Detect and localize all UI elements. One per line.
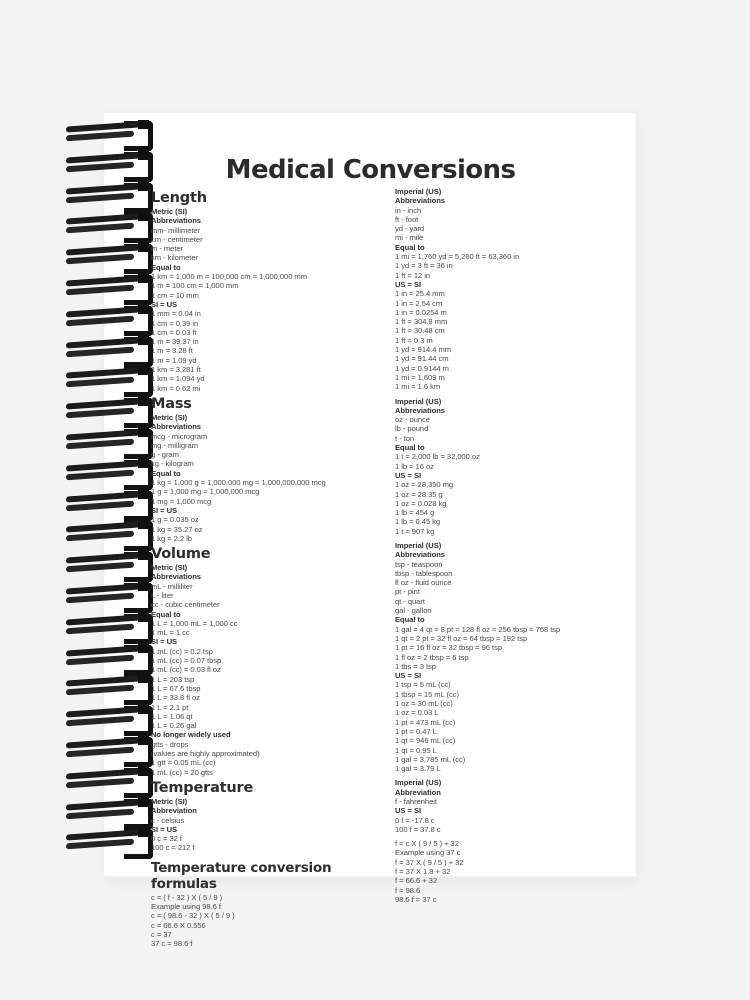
block-label: Abbreviation bbox=[395, 787, 441, 797]
conversion-line: 1 mm = 0.04 in bbox=[151, 309, 201, 319]
conversion-line: 1 mL (cc) = 0.07 tbsp bbox=[151, 656, 222, 666]
conversion-line: 1 mL (cc) = 0.03 fl oz bbox=[151, 665, 221, 675]
conversion-line: 1 g = 0.035 oz bbox=[151, 515, 199, 525]
section-heading: Mass bbox=[151, 395, 192, 412]
conversion-line: 1 m = 1.09 yd bbox=[151, 355, 197, 365]
conversion-line: 1 g = 1,000 mg = 1,000,000 mcg bbox=[151, 487, 260, 497]
conversion-line: cm - centimeter bbox=[151, 234, 203, 244]
conversion-line: 1 pt = 16 fl oz = 32 tbsp = 96 tsp bbox=[395, 643, 503, 653]
conversion-line: in - inch bbox=[395, 205, 422, 215]
conversion-line: pt - pint bbox=[395, 587, 420, 597]
conversion-line: km - kilometer bbox=[151, 253, 198, 263]
conversion-line: c - celsius bbox=[151, 815, 185, 825]
block-label: SI = US bbox=[151, 637, 178, 647]
conversion-line: 1 ft = 30.48 cm bbox=[395, 326, 445, 336]
conversion-line: tsp - teaspoon bbox=[395, 559, 443, 569]
conversion-line: 1 oz = 28,350 mg bbox=[395, 480, 454, 490]
conversion-line: fl oz - fluid ounce bbox=[395, 578, 452, 588]
block-label: Imperial (US) bbox=[395, 778, 442, 788]
block-label: SI = US bbox=[151, 824, 178, 834]
conversion-line: 1 m = 3.28 ft bbox=[151, 346, 193, 356]
conversion-line: f = c X ( 9 / 5 ) + 32 bbox=[395, 839, 459, 849]
block-label: Imperial (US) bbox=[395, 396, 442, 406]
conversion-line: 1 in = 0.0254 m bbox=[395, 307, 447, 317]
conversion-line: 1 in = 2.54 cm bbox=[395, 298, 443, 308]
conversion-line: 1 yd = 91.44 cm bbox=[395, 354, 449, 364]
conversion-line: 1 tbsp = 15 mL (cc) bbox=[395, 689, 459, 699]
block-label: US = SI bbox=[395, 671, 422, 681]
conversion-line: (values are highly approximated) bbox=[151, 749, 260, 759]
left-column bbox=[151, 187, 391, 948]
conversion-line: L - liter bbox=[151, 590, 174, 600]
conversion-line: mi - mile bbox=[395, 233, 424, 243]
conversion-line: 100 f = 37.8 c bbox=[395, 824, 441, 834]
conversion-line: 1 lb = 16 oz bbox=[395, 461, 434, 471]
conversion-line: c = 66.6 X 0.556 bbox=[151, 920, 206, 930]
block-label: US = SI bbox=[395, 806, 422, 816]
conversion-line: 98.6 f = 37 c bbox=[395, 894, 437, 904]
block-label: Metric (SI) bbox=[151, 563, 188, 573]
conversion-line: 1 mL (cc) = 0.2 tsp bbox=[151, 646, 213, 656]
block-label: Abbreviations bbox=[395, 550, 445, 560]
conversion-line: 1 L = 2.1 pt bbox=[151, 702, 189, 712]
conversion-line: gal - gallon bbox=[395, 606, 432, 616]
block-label: Metric (SI) bbox=[151, 796, 188, 806]
conversion-line: 1 fl oz = 2 tbsp = 6 tsp bbox=[395, 652, 469, 662]
block-label: Abbreviations bbox=[151, 572, 201, 582]
conversion-line: 1 yd = 0.9144 m bbox=[395, 363, 449, 373]
conversion-line: 1 oz = 0.028 kg bbox=[395, 498, 447, 508]
conversion-line: 1 qt = 2 pt = 32 fl oz = 64 tbsp = 192 tsp bbox=[395, 633, 528, 643]
conversion-line: 1 yd = 914.4 mm bbox=[395, 345, 452, 355]
conversion-line: 1 gal = 3,785 mL (cc) bbox=[395, 754, 466, 764]
conversion-line: oz - ounce bbox=[395, 415, 430, 425]
conversion-line: 1 mi = 1,760 yd = 5,280 ft = 63,360 in bbox=[395, 252, 520, 262]
conversion-line: 1 pt = 473 mL (cc) bbox=[395, 717, 456, 727]
conversion-line: 1 cm = 0.03 ft bbox=[151, 327, 197, 337]
conversion-line: f = 66.6 + 32 bbox=[395, 876, 437, 886]
conversion-line: 1 ft = 0.3 m bbox=[395, 335, 433, 345]
conversion-line: 1 ft = 12 in bbox=[395, 270, 431, 280]
conversion-line: mm- millimeter bbox=[151, 225, 201, 235]
conversion-line: 1 L = 203 tsp bbox=[151, 674, 195, 684]
section-heading: Temperature conversion formulas bbox=[151, 859, 332, 892]
conversion-line: 1 gal = 4 qt = 8 pt = 128 fl oz = 256 tbsp = 768 tsp bbox=[395, 624, 561, 634]
block-label: US = SI bbox=[395, 279, 422, 289]
conversion-line: 1 oz = 28.35 g bbox=[395, 489, 443, 499]
block-label: Metric (SI) bbox=[151, 207, 188, 216]
block-label: Abbreviation bbox=[151, 806, 197, 816]
conversion-line: gtts - drops bbox=[151, 739, 189, 749]
block-label: SI = US bbox=[151, 299, 178, 309]
conversion-line: lb - pound bbox=[395, 424, 429, 434]
conversion-line: 1 mi = 1,609 m bbox=[395, 372, 445, 382]
block-label: US = SI bbox=[395, 470, 422, 480]
block-label: Imperial (US) bbox=[395, 540, 442, 550]
block-label: Imperial (US) bbox=[395, 187, 442, 196]
conversion-line: 1 L = 1.06 qt bbox=[151, 711, 193, 721]
conversion-line: 1 cm = 10 mm bbox=[151, 290, 199, 300]
conversion-line: 1 ft = 304.8 mm bbox=[395, 317, 448, 327]
block-label: No longer widely used bbox=[151, 730, 231, 740]
conversion-line: 1 L = 0.26 gal bbox=[151, 721, 197, 731]
conversion-line: 1 pt = 0.47 L bbox=[395, 726, 437, 736]
conversion-line: 1 km = 3,281 ft bbox=[151, 365, 201, 375]
block-label: Equal to bbox=[151, 468, 181, 478]
conversion-line: 1 L = 1,000 mL = 1,000 cc bbox=[151, 618, 238, 628]
conversion-line: 1 yd = 3 ft = 36 in bbox=[395, 261, 453, 271]
conversion-line: mcg - microgram bbox=[151, 431, 208, 441]
block-label: Equal to bbox=[151, 262, 181, 272]
conversion-line: 1 L = 67.6 tbsp bbox=[151, 683, 201, 693]
conversion-line: 1 kg = 2.2 lb bbox=[151, 533, 192, 543]
conversion-line: 1 oz = 0.03 L bbox=[395, 708, 439, 718]
block-label: Equal to bbox=[395, 443, 425, 453]
conversion-line: kg - kilogram bbox=[151, 459, 194, 469]
conversion-line: c = ( 98.6 - 32 ) X ( 5 / 9 ) bbox=[151, 911, 235, 921]
conversion-line: 1 L = 33.8 fl oz bbox=[151, 693, 200, 703]
conversion-line: 1 km = 1,094 yd bbox=[151, 374, 205, 384]
conversion-line: t - ton bbox=[395, 433, 415, 443]
conversion-line: 1 m = 39.37 in bbox=[151, 337, 199, 347]
conversion-line: f = 98.6 bbox=[395, 885, 421, 895]
conversion-line: 1 lb = 0.45 kg bbox=[395, 517, 441, 527]
conversion-line: yd - yard bbox=[395, 224, 425, 234]
conversion-line: 1 qt = 946 mL (cc) bbox=[395, 736, 456, 746]
conversion-line: f = 37 X 1.8 + 32 bbox=[395, 867, 451, 877]
block-label: Abbreviations bbox=[395, 196, 445, 206]
conversion-line: 1 in = 25.4 mm bbox=[395, 289, 445, 299]
conversion-line: 1 tbs = 3 tsp bbox=[395, 661, 436, 671]
conversion-line: 1 gal = 3.79 L bbox=[395, 764, 441, 774]
page-title: Medical Conversions bbox=[225, 155, 516, 185]
block-label: Abbreviations bbox=[395, 405, 445, 415]
block-label: Abbreviations bbox=[151, 422, 201, 432]
conversion-line: 1 kg = 35.27 oz bbox=[151, 524, 203, 534]
conversion-line: Example using 98.6 f bbox=[151, 902, 221, 911]
conversion-line: m - meter bbox=[151, 244, 184, 254]
conversion-line: f - fahrenheit bbox=[395, 797, 437, 806]
conversion-line: qt - quart bbox=[395, 596, 425, 606]
conversion-line: 1 mL (cc) = 20 gtts bbox=[151, 767, 213, 777]
section-heading: Length bbox=[151, 190, 207, 206]
conversion-line: 1 mL = 1 cc bbox=[151, 628, 190, 638]
conversion-line: 1 t = 2,000 lb = 32,000 oz bbox=[395, 452, 480, 462]
block-label: Equal to bbox=[395, 615, 425, 625]
conversion-line: 1 oz = 30 mL (cc) bbox=[395, 699, 453, 709]
conversion-line: c = 37 bbox=[151, 929, 172, 939]
conversion-line: ft - foot bbox=[395, 214, 419, 224]
block-label: Equal to bbox=[151, 609, 181, 619]
conversion-line: 1 gtt = 0.05 mL (cc) bbox=[151, 758, 216, 768]
conversion-line: Example using 37 c bbox=[395, 848, 461, 858]
conversion-line: g - gram bbox=[151, 450, 179, 460]
conversion-line: 100 c = 212 f bbox=[151, 843, 195, 853]
block-label: Abbreviations bbox=[151, 216, 201, 226]
conversion-line: 1 kg = 1,000 g = 1,000,000 mg = 1,000,000,000 mcg bbox=[151, 478, 326, 488]
conversion-line: 1 cm = 0.39 in bbox=[151, 318, 199, 328]
block-label: SI = US bbox=[151, 505, 178, 515]
conversion-line: 0 c = 32 f bbox=[151, 834, 182, 844]
conversion-line: 1 km = 1,000 m = 100,000 cm = 1,000,000 mm bbox=[151, 272, 307, 282]
conversion-line: f = 37 X ( 9 / 5 ) + 32 bbox=[395, 857, 464, 867]
conversion-line: 1 qt = 0.95 L bbox=[395, 745, 437, 755]
conversion-line: 1 lb = 454 g bbox=[395, 508, 435, 518]
block-label: Equal to bbox=[395, 242, 425, 252]
conversion-line: 0 f = -17.8 c bbox=[395, 815, 435, 825]
conversion-line: c = ( f - 32 ) X ( 5 / 9 ) bbox=[151, 892, 223, 902]
conversion-line: mg - milligram bbox=[151, 440, 198, 450]
page-content bbox=[104, 113, 637, 949]
block-label: Metric (SI) bbox=[151, 412, 188, 422]
conversion-line: mL - milliliter bbox=[151, 581, 193, 591]
conversion-line: 1 mg = 1,000 mcg bbox=[151, 496, 212, 506]
conversion-line: cc - cubic centimeter bbox=[151, 600, 220, 610]
conversion-line: tbsp - tablespoon bbox=[395, 568, 453, 578]
conversion-line: 37 c = 98.6 f bbox=[151, 939, 193, 949]
conversion-line: 1 m = 100 cm = 1,000 mm bbox=[151, 281, 239, 291]
conversion-line: 1 t = 907 kg bbox=[395, 526, 435, 536]
section-heading: Temperature bbox=[151, 779, 254, 796]
conversion-line: 1 tsp = 5 mL (cc) bbox=[395, 680, 451, 690]
right-column bbox=[395, 187, 635, 904]
section-heading: Volume bbox=[151, 546, 211, 563]
conversion-line: 1 km = 0.62 mi bbox=[151, 383, 201, 393]
conversion-line: 1 mi = 1.6 km bbox=[395, 382, 441, 392]
